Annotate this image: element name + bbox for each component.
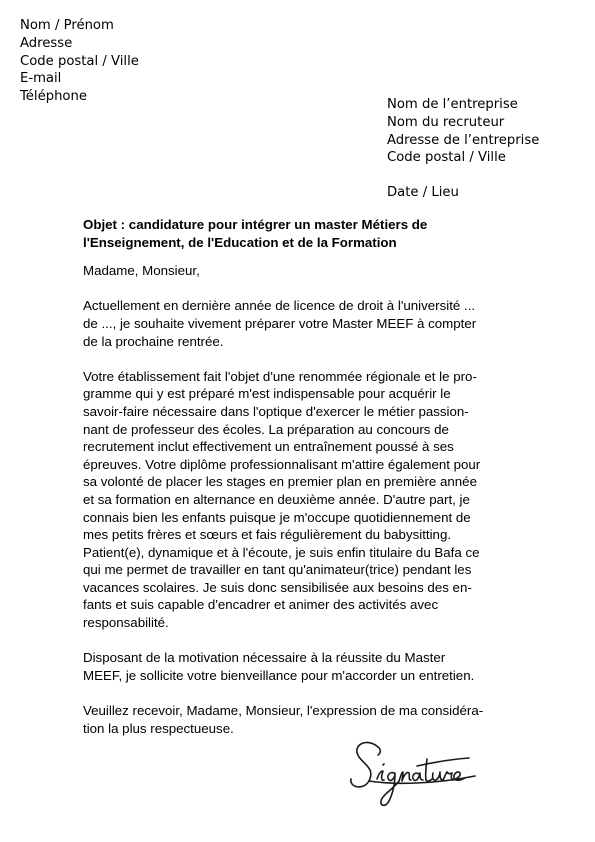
paragraph-line: gramme qui y est préparé m'est indispensable pour acquérir le xyxy=(83,386,451,402)
paragraph-line: Actuellement en dernière année de licence de droit à l'université ... xyxy=(83,298,476,314)
recipient-company: Nom de l’entreprise xyxy=(387,97,518,112)
paragraph-motivation xyxy=(83,368,523,632)
paragraph-line: responsabilité. xyxy=(83,615,169,631)
paragraph-line: vacances scolaires. Je suis donc sensibilisée aux besoins des en- xyxy=(83,579,472,595)
subject-line-text: l'Enseignement, de l'Education et de la Formation xyxy=(83,234,397,250)
paragraph-line: épreuves. Votre diplôme professionnalisant m'attire également pour xyxy=(83,456,481,472)
paragraph-line: et sa formation en alternance en deuxième année. D'autre part, je xyxy=(83,491,470,507)
paragraph-line: Votre établissement fait l'objet d'une renommée régionale et le pro- xyxy=(83,368,477,384)
paragraph-line: Veuillez recevoir, Madame, Monsieur, l'expression de ma considéra- xyxy=(83,703,484,719)
paragraph-closing xyxy=(83,702,523,737)
paragraph-line: MEEF, je sollicite votre bienveillance pour m'accorder un entretien. xyxy=(83,667,475,683)
paragraph-line: Disposant de la motivation nécessaire à la réussite du Master xyxy=(83,650,446,666)
subject-line-text: Objet : candidature pour intégrer un master Métiers de xyxy=(83,217,428,232)
paragraph-line: nant de professeur des écoles. La préparation au concours de xyxy=(83,421,449,437)
subject-line xyxy=(83,216,523,251)
sender-postal-city: Code postal / Ville xyxy=(20,53,139,69)
sender-block xyxy=(20,17,139,106)
paragraph-line: Patient(e), dynamique et à l'écoute, je suis enfin titulaire du Bafa ce xyxy=(83,544,480,560)
paragraph-line: sa volonté de placer les stages en premier plan en première année xyxy=(83,474,477,490)
paragraph-line: connais bien les enfants puisque je m'occupe quotidiennement de xyxy=(83,509,471,525)
signature-image xyxy=(345,735,495,810)
sender-address: Adresse xyxy=(20,35,73,51)
paragraph-request xyxy=(83,649,523,684)
recipient-recruiter: Nom du recruteur xyxy=(387,114,505,130)
sender-email: E-mail xyxy=(20,71,62,87)
paragraph-line: de ..., je souhaite vivement préparer votre Master MEEF à compter xyxy=(83,315,477,331)
paragraph-line: de la prochaine rentrée. xyxy=(83,333,224,349)
sender-name: Nom / Prénom xyxy=(20,18,114,33)
date-place: Date / Lieu xyxy=(387,185,459,200)
paragraph-line: fants et suis capable d'encadrer et animer des activités avec xyxy=(83,597,439,613)
letter-body xyxy=(83,216,523,755)
paragraph-line: mes petits frères et sœurs et fais régulièrement du babysitting. xyxy=(83,527,452,543)
paragraph-line: tion la plus respectueuse. xyxy=(83,720,234,736)
recipient-postal-city: Code postal / Ville xyxy=(387,150,506,166)
sender-phone: Téléphone xyxy=(20,89,87,105)
paragraph-line: recrutement inclut effectivement un entraînement poussé à ses xyxy=(83,439,454,455)
paragraph-line: savoir-faire nécessaire dans l'optique d'exercer le métier passion- xyxy=(83,403,469,419)
recipient-block xyxy=(387,96,539,167)
recipient-address: Adresse de l’entreprise xyxy=(387,132,540,148)
paragraph-line: qui me permet de travailler en tant qu'animateur(trice) pendant les xyxy=(83,562,472,578)
paragraph-intro xyxy=(83,297,523,350)
salutation xyxy=(83,262,523,280)
salutation-text: Madame, Monsieur, xyxy=(83,263,200,279)
